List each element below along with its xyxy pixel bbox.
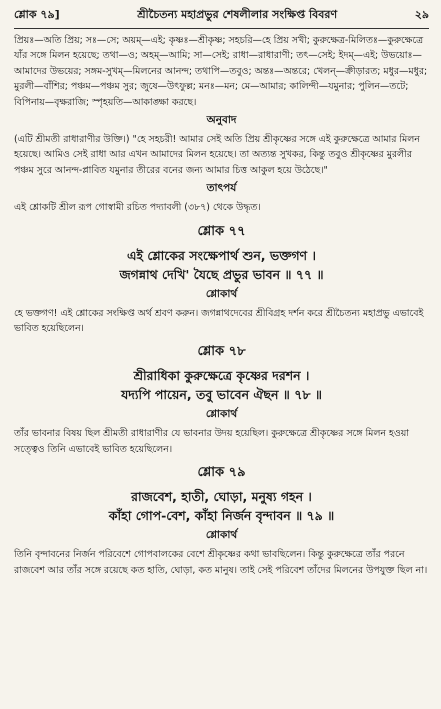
page-number: ২৯	[414, 8, 429, 21]
verse-77-line-1: এই শ্লোকের সংক্ষেপার্থ শুন, ভক্তগণ ।	[127, 247, 316, 263]
purport-paragraph: এই শ্লোকটি শ্রীল রূপ গোস্বামী রচিত পদ্যাবলী (৩৮৭) থেকে উদ্ধৃত।	[14, 202, 261, 214]
header-title: শ্রীচৈতন্য মহাপ্রভুর শেষলীলার সংক্ষিপ্ত বিবরণ	[137, 8, 338, 21]
verse-78-line-2: যদ্যপি পায়েন, তবু ভাবেন ঐছন ॥ ৭৮ ॥	[121, 387, 322, 403]
translation-paragraph: (এটি শ্রীমতী রাধারাণীর উক্তি।) "হে সহচরী! আমার সেই অতি প্রিয় শ্রীকৃষ্ণের সঙ্গে এই কুরুক্ষেত্রে আমার মিলন হয়েছে। আমিও সেই রাধা আর এখন আমাদের মিলন হয়েছে। তা অত্যন্ত সুখকর, কিন্তু তবুও শ্রীকৃষ্ণের মুরলীর পঞ্চম সুরে আনন্দ-প্লাবিত যমুনার তীরের বনের জন্য আমার চিত্ত আকুল হয়ে উঠেছে।"	[14, 134, 420, 176]
translation-heading: অনুবাদ	[206, 114, 237, 127]
header-verse-ref: শ্লোক ৭৯]	[14, 8, 60, 21]
verse-79-number: শ্লোক ৭৯	[197, 465, 246, 481]
verse-79-line-1: রাজবেশ, হাতী, ঘোড়া, মনুষ্য গহন ।	[131, 489, 312, 505]
verse-79-line-2: কাঁহা গোপ-বেশ, কাঁহা নির্জন বৃন্দাবন ॥ ৭৯ ॥	[108, 508, 335, 524]
page-header	[14, 6, 429, 29]
verse-79-meaning: তিনি বৃন্দাবনের নির্জন পরিবেশে গোপবালকের বেশে শ্রীকৃষ্ণের কথা ভাবছিলেন। কিন্তু কুরুক্ষেত্রে তাঁর পরনে রাজবেশ আর তাঁর সঙ্গে রয়েছে কত হাতি, ঘোড়া, কত মানুষ। তাই সেই পরিবেশ তাঁদের মিলনের উপযুক্ত ছিল না।	[14, 549, 428, 576]
verse-77-number: শ্লোক ৭৭	[197, 223, 246, 239]
purport-heading: তাৎপর্য	[206, 182, 237, 195]
verse-77-meaning: হে ভক্তগণ! এই শ্লোকের সংক্ষিপ্ত অর্থ শ্রবণ করুন। জগন্নাথদেবের শ্রীবিগ্রহ দর্শন করে শ্রীচৈতন্য মহাপ্রভু এভাবেই ভাবিত হয়েছিলেন।	[14, 307, 424, 335]
verse-78-meaning: তাঁর ভাবনার বিষয় ছিল শ্রীমতী রাধারাণীর যে ভাবনার উদয় হয়েছিল। কুরুক্ষেত্রে শ্রীকৃষ্ণের সঙ্গে মিলন হওয়া সত্ত্বেও তিনি এভাবেই ভাবিত হয়েছিলেন।	[14, 428, 409, 455]
verse-77-meaning-heading: শ্লোকার্থ	[205, 287, 238, 300]
verse-78-line-1: শ্রীরাধিকা কুরুক্ষেত্রে কৃষ্ণের দরশন ।	[133, 368, 310, 384]
verse-77-line-2: জগন্নাথ দেখি' যৈছে প্রভুর ভাবন ॥ ৭৭ ॥	[119, 266, 324, 282]
synonyms-paragraph: প্রিয়ঃ—অতি প্রিয়; সঃ—সে; অয়ম্—এই; কৃষ্ণঃ—শ্রীকৃষ্ণ; সহচরি—হে প্রিয় সখী; কুরুক্ষেত্র-মিলিতঃ—কুরুক্ষেত্রে যাঁর সঙ্গে মিলন হয়েছে; তথা—ও; অহম্—আমি; সা—সেই; রাধা—রাধারাণী; তৎ—সেই; ইদম্—এই; উভয়োঃ—আমাদের উভয়ের; সঙ্গম-সুখম্—মিলনের আনন্দ; তথাপি—তবুও; অন্তঃ—অন্তরে; খেলন্—ক্রীড়ারত; মধুর—মধুর; মুরলী—বাঁশির; পঞ্চম—পঞ্চম সুর; জুষে—উৎফুল্ল; মনঃ—মন; মে—আমার; কালিন্দী—যমুনার; পুলিন—তটে; বিপিনায়—বৃক্ষরাজি; স্পৃহয়তি—আকাঙ্ক্ষা করছে।	[14, 35, 428, 108]
verse-78-number: শ্লোক ৭৮	[197, 344, 246, 360]
verse-79-meaning-heading: শ্লোকার্থ	[205, 529, 238, 542]
verse-78-meaning-heading: শ্লোকার্থ	[205, 408, 238, 421]
